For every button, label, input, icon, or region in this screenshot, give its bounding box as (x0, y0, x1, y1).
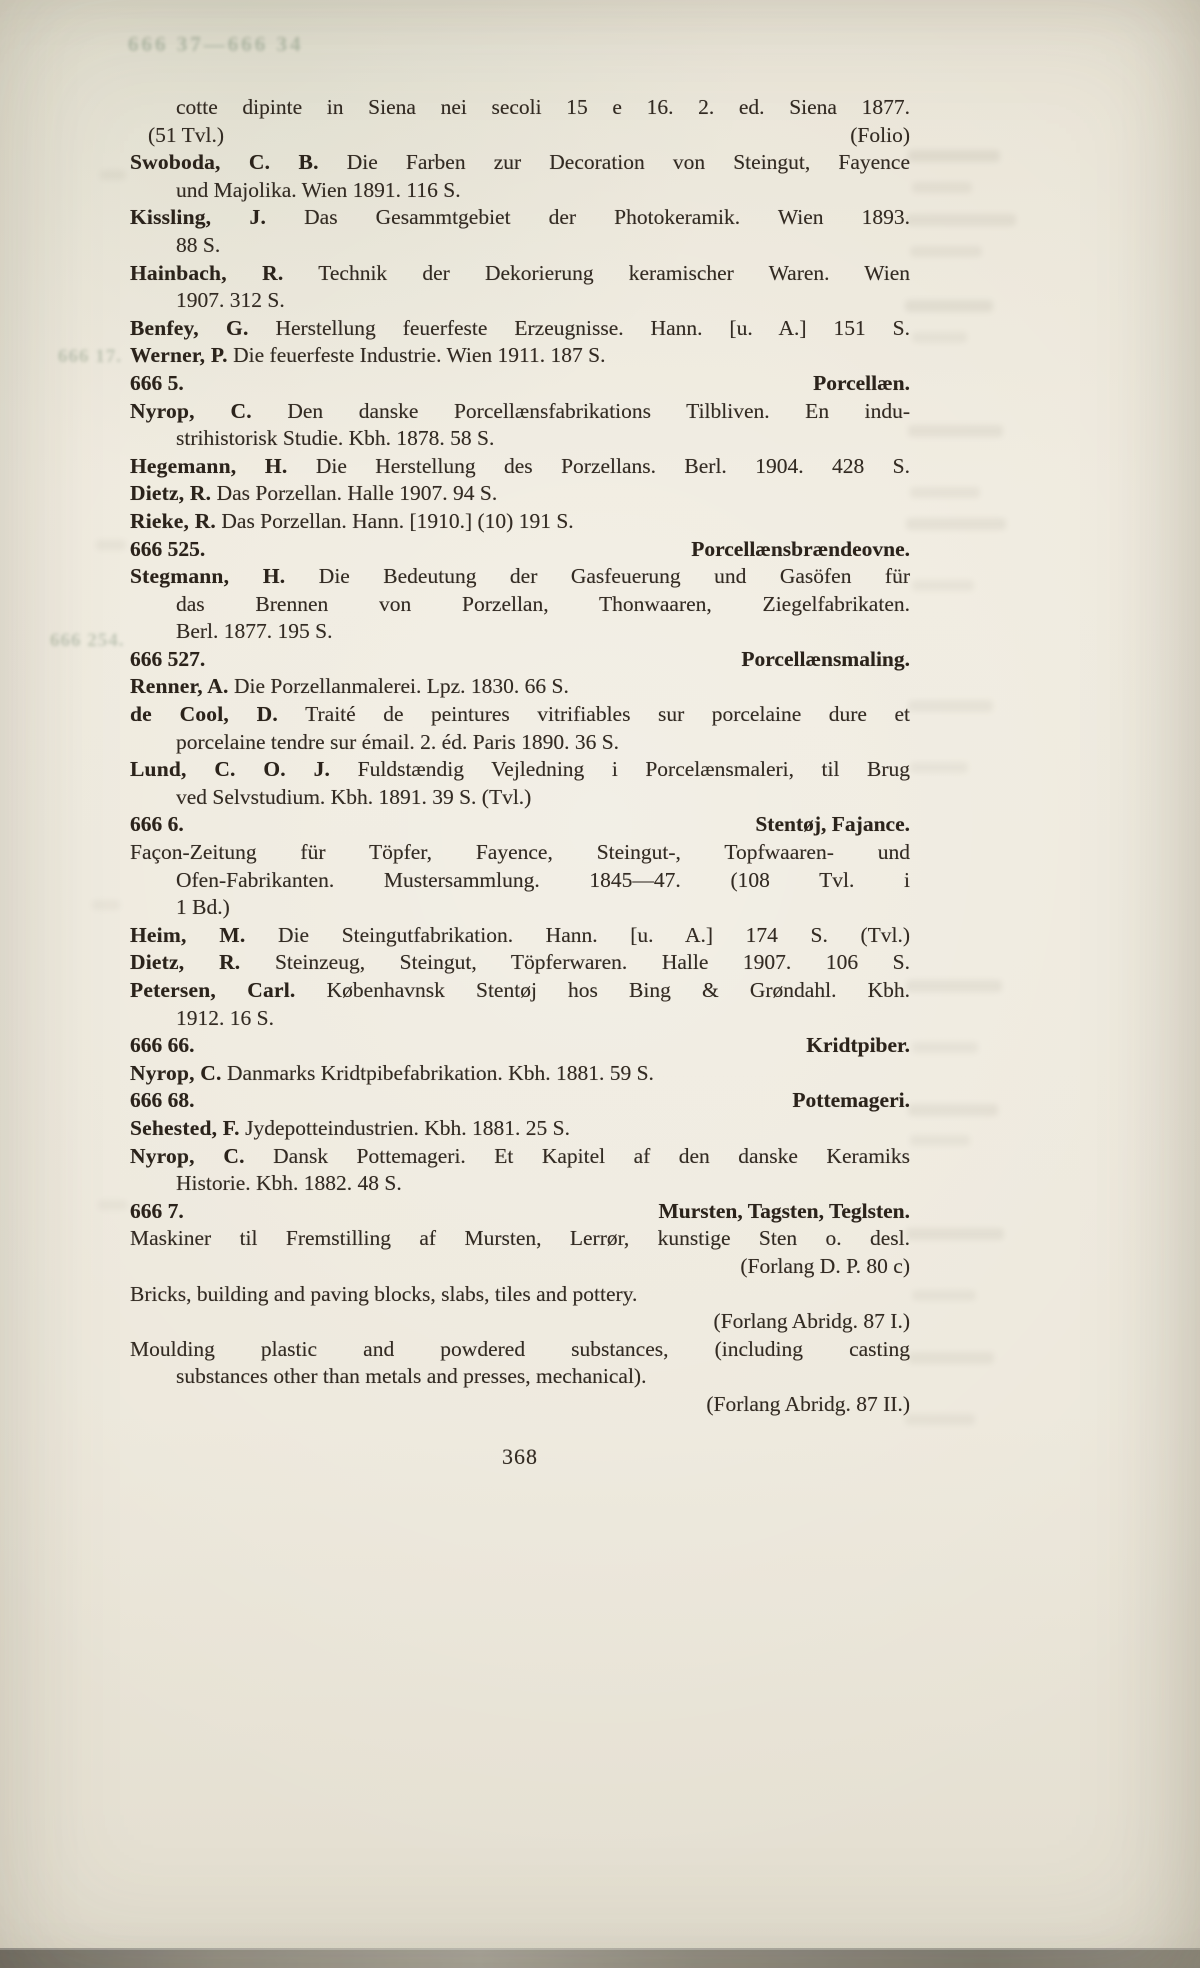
cross-reference-note (130, 1253, 910, 1281)
catalog-line (130, 508, 910, 536)
catalog-line (130, 315, 910, 343)
line-text: Traité de peintures vitrifiables sur porcelaine dure et (278, 702, 910, 727)
section-heading (130, 1198, 910, 1226)
scan-smudge (906, 518, 1006, 530)
author-name: Dietz, R. (130, 481, 212, 506)
line-text: Jydepotteindustrien. Kbh. 1881. 25 S. (239, 1115, 570, 1140)
catalog-line (130, 922, 910, 950)
section-number: 666 66. (130, 1033, 195, 1058)
catalog-line (130, 563, 910, 591)
line-text: Københavnsk Stentøj hos Bing & Grøndahl. Kbh. (295, 978, 910, 1002)
line-text: Moulding plastic and powdered substances, (including casting (130, 1336, 910, 1361)
line-text: (Forlang Abridg. 87 I.) (713, 1309, 910, 1334)
section-number: 666 68. (130, 1088, 195, 1113)
scan-smudge (912, 1042, 978, 1053)
scan-smudge (912, 1290, 976, 1301)
author-name: Kissling, J. (130, 205, 267, 230)
author-name: Rieke, R. (130, 508, 216, 533)
author-name: Nyrop, C. (130, 398, 252, 423)
catalog-line (130, 1336, 910, 1364)
scan-smudge (92, 900, 120, 910)
catalog-line (130, 949, 910, 977)
line-text: 88 S. (176, 232, 221, 257)
bleedthrough-text: 666 17. (58, 346, 122, 367)
scan-smudge (912, 182, 972, 193)
line-text: Fuldstændig Vejledning i Porcelænsmaleri, til Brug (330, 757, 910, 782)
scan-smudge (905, 1414, 975, 1425)
author-name: Nyrop, C. (130, 1060, 222, 1085)
catalog-line (130, 287, 910, 315)
section-title: Mursten, Tagsten, Teglsten. (658, 1198, 910, 1223)
catalog-line (130, 177, 910, 205)
line-text: Danmarks Kridtpibefabrikation. Kbh. 1881. 59 S. (221, 1060, 654, 1085)
section-title: Kridtpiber. (806, 1033, 910, 1058)
bibliography-content (130, 94, 910, 1419)
line-text: porcelaine tendre sur émail. 2. éd. Paris 1890. 36 S. (176, 729, 620, 754)
section-title: Porcellæn. (813, 370, 910, 395)
line-text: 1907. 312 S. (176, 288, 285, 313)
catalog-line (130, 839, 910, 867)
author-name: Hainbach, R. (130, 260, 284, 285)
line-text: (Forlang D. P. 80 c) (740, 1253, 910, 1278)
scan-smudge (908, 1352, 994, 1364)
scan-smudge (100, 170, 126, 180)
line-text-left: (51 Tvl.) (148, 122, 225, 147)
line-text: 1 Bd.) (176, 895, 230, 920)
author-name: Heim, M. (130, 922, 246, 947)
scan-smudge (912, 332, 967, 343)
catalog-line (130, 1170, 910, 1198)
line-text: Façon-Zeitung für Töpfer, Fayence, Steingut-, Topfwaaren- und (130, 840, 910, 865)
line-text: Die Porzellanmalerei. Lpz. 1830. 66 S. (228, 674, 569, 699)
section-heading (130, 646, 910, 674)
section-title: Pottemageri. (792, 1088, 910, 1113)
line-text: Die feuerfeste Industrie. Wien 1911. 187 S. (227, 343, 606, 368)
line-text: Technik der Dekorierung keramischer Waren. Wien (283, 260, 910, 285)
catalog-line (130, 618, 910, 646)
scan-smudge (905, 300, 993, 312)
author-name: Hegemann, H. (130, 453, 288, 478)
catalog-line (130, 232, 910, 260)
bleedthrough-text: 666 254. (50, 630, 125, 651)
catalog-line (130, 1115, 910, 1143)
catalog-line (130, 1225, 910, 1253)
bleedthrough-text: 666 37—666 34 (128, 32, 304, 56)
line-text: Historie. Kbh. 1882. 48 S. (176, 1171, 402, 1196)
catalog-line (130, 453, 910, 481)
catalog-line (130, 1005, 910, 1033)
catalog-line (130, 784, 910, 812)
catalog-line (130, 122, 910, 150)
author-name: Renner, A. (130, 674, 229, 699)
page-number: 368 (502, 1444, 538, 1469)
catalog-line (130, 260, 910, 288)
line-text: Maskiner til Fremstilling af Mursten, Lerrør, kunstige Sten o. desl. (130, 1226, 910, 1251)
catalog-line (130, 398, 910, 426)
scan-smudge (906, 980, 1002, 992)
line-text: 1912. 16 S. (176, 1005, 274, 1030)
line-text: cotte dipinte in Siena nei secoli 15 e 16. 2. ed. Siena 1877. (176, 95, 910, 119)
catalog-line (130, 894, 910, 922)
section-number: 666 6. (130, 812, 184, 837)
author-name: Dietz, R. (130, 950, 241, 975)
line-text: Den danske Porcellænsfabrikations Tilbliven. En indu- (251, 398, 911, 423)
section-number: 666 525. (130, 536, 206, 561)
line-text: Das Porzellan. Hann. [1910.] (10) 191 S. (216, 508, 574, 533)
line-text: das Brennen von Porzellan, Thonwaaren, Ziegelfabrikaten. (176, 591, 910, 616)
catalog-line (130, 1363, 910, 1391)
section-title: Porcellænsbrændeovne. (691, 536, 910, 561)
catalog-line (130, 149, 910, 177)
line-text: Die Herstellung des Porzellans. Berl. 1904. 428 S. (287, 453, 910, 478)
scan-smudge (912, 580, 974, 591)
author-name: de Cool, D. (130, 702, 278, 727)
author-name: Lund, C. O. J. (130, 757, 331, 782)
line-text: ved Selvstudium. Kbh. 1891. 39 S. (Tvl.) (176, 784, 532, 809)
scan-smudge (96, 540, 126, 550)
line-text: strihistorisk Studie. Kbh. 1878. 58 S. (176, 426, 495, 451)
section-title: Stentøj, Fajance. (755, 812, 910, 837)
line-text-right: (Folio) (850, 122, 910, 147)
line-text: Das Porzellan. Halle 1907. 94 S. (211, 481, 498, 506)
section-heading (130, 370, 910, 398)
scan-smudge (908, 425, 1003, 437)
scan-smudge (910, 487, 980, 498)
line-text: Die Steingutfabrikation. Hann. [u. A.] 174 S. (Tvl.) (245, 922, 911, 947)
catalog-line (130, 673, 910, 701)
section-heading (130, 811, 910, 839)
author-name: Petersen, Carl. (130, 978, 296, 1002)
catalog-line (130, 480, 910, 508)
author-name: Benfey, G. (130, 315, 249, 340)
catalog-line (130, 591, 910, 619)
section-number: 666 5. (130, 370, 184, 395)
line-text: Ofen-Fabrikanten. Mustersammlung. 1845—47. (108 Tvl. i (176, 867, 910, 892)
catalog-line (130, 701, 910, 729)
section-number: 666 527. (130, 646, 206, 671)
catalog-line (130, 342, 910, 370)
scan-smudge (906, 1228, 1004, 1240)
line-text: Steinzeug, Steingut, Töpferwaren. Halle 1907. 106 S. (240, 950, 910, 975)
line-text: Bricks, building and paving blocks, slabs, tiles and pottery. (130, 1281, 638, 1306)
scan-smudge (98, 1200, 128, 1210)
scan-smudge (910, 1135, 970, 1146)
line-text: Berl. 1877. 195 S. (176, 619, 333, 644)
line-text: Herstellung feuerfeste Erzeugnisse. Hann. [u. A.] 151 S. (248, 315, 910, 340)
section-number: 666 7. (130, 1198, 184, 1223)
cross-reference-note (130, 1308, 910, 1336)
author-name: Werner, P. (130, 343, 228, 368)
section-heading (130, 1087, 910, 1115)
catalog-line (130, 204, 910, 232)
author-name: Nyrop, C. (130, 1143, 245, 1168)
scan-smudge (908, 150, 1000, 162)
line-text: Die Farben zur Decoration von Steingut, Fayence (318, 150, 910, 175)
line-text: und Majolika. Wien 1891. 116 S. (176, 177, 461, 202)
section-heading (130, 536, 910, 564)
section-heading (130, 1032, 910, 1060)
catalog-line (130, 94, 910, 122)
catalog-line (130, 425, 910, 453)
catalog-line (130, 867, 910, 895)
line-text: substances other than metals and presses, mechanical). (176, 1364, 647, 1389)
catalog-line (130, 1060, 910, 1088)
scan-edge-strip (0, 1948, 1200, 1968)
scan-smudge (908, 700, 993, 712)
line-text: Die Bedeutung der Gasfeuerung und Gasöfen für (285, 564, 910, 589)
scan-smudge (910, 762, 968, 773)
catalog-line (130, 977, 910, 1005)
scan-smudge (910, 246, 982, 257)
catalog-line (130, 729, 910, 757)
cross-reference-note (130, 1391, 910, 1419)
catalog-line (130, 1143, 910, 1171)
catalog-line (130, 756, 910, 784)
scan-smudge (906, 214, 1016, 226)
scan-smudge (908, 1104, 998, 1116)
author-name: Stegmann, H. (130, 564, 286, 589)
author-name: Swoboda, C. B. (130, 150, 319, 175)
line-text: Das Gesammtgebiet der Photokeramik. Wien 1893. (266, 205, 910, 230)
line-text: (Forlang Abridg. 87 II.) (706, 1391, 910, 1416)
line-text: Dansk Pottemageri. Et Kapitel af den danske Keramiks (244, 1143, 911, 1168)
author-name: Sehested, F. (130, 1115, 240, 1140)
catalog-line (130, 1281, 910, 1309)
section-title: Porcellænsmaling. (741, 646, 910, 671)
